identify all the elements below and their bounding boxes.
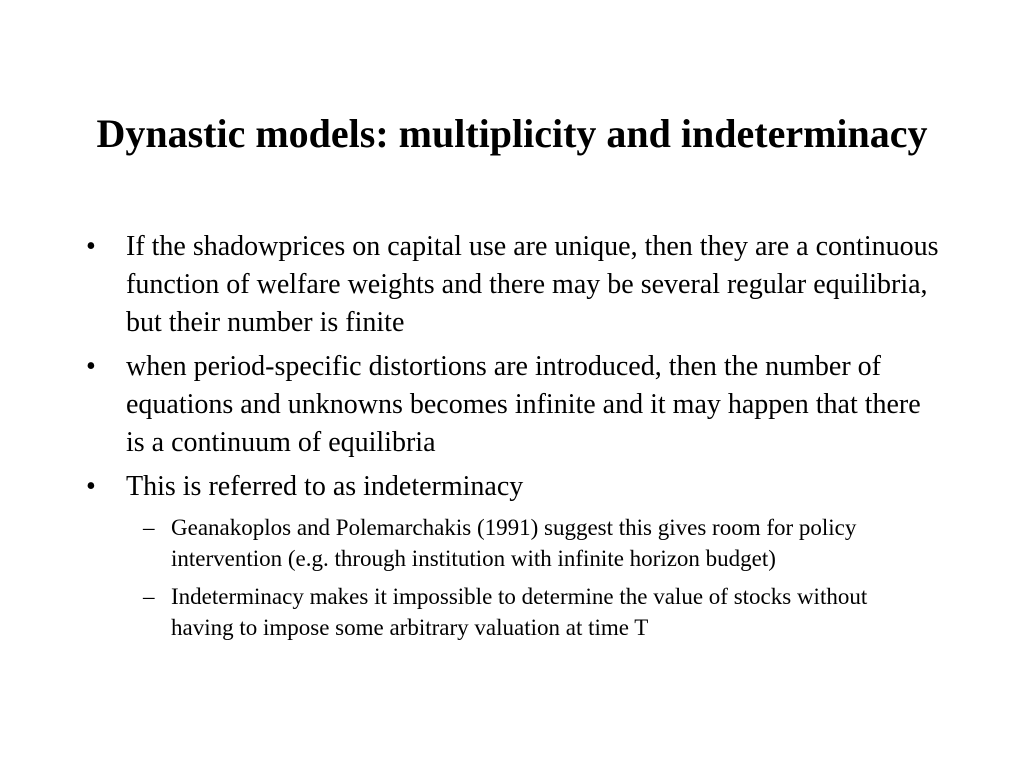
- bullet-item: [0, 348, 944, 462]
- sub-bullet-item: [126, 581, 901, 643]
- bullet-text: when period-specific distortions are introduced, then the number of equations and unknowns becomes infinite and it may happen that there is a continuum of equilibria: [126, 351, 921, 458]
- bullet-item: [0, 468, 944, 643]
- bullet-marker: •: [86, 471, 96, 502]
- bullet-text: This is referred to as indeterminacy: [126, 471, 524, 502]
- sub-bullet-list: [126, 512, 944, 643]
- sub-bullet-marker: –: [143, 584, 155, 609]
- bullet-marker: •: [86, 351, 96, 382]
- sub-bullet-item: [126, 512, 901, 574]
- sub-bullet-marker: –: [143, 515, 155, 540]
- sub-bullet-text: Indeterminacy makes it impossible to determine the value of stocks without having to impose some arbitrary valuation at time T: [171, 584, 868, 640]
- slide-title: Dynastic models: multiplicity and indeterminacy: [96, 111, 928, 156]
- bullet-text: If the shadowprices on capital use are unique, then they are a continuous function of welfare weights and there may be several regular equilibria, but their number is finite: [126, 231, 939, 338]
- bullet-item: [0, 228, 944, 342]
- bullet-list: [0, 228, 1024, 650]
- bullet-marker: •: [86, 231, 96, 262]
- sub-bullet-text: Geanakoplos and Polemarchakis (1991) suggest this gives room for policy intervention (e.g. through institution with infinite horizon budget): [171, 515, 857, 571]
